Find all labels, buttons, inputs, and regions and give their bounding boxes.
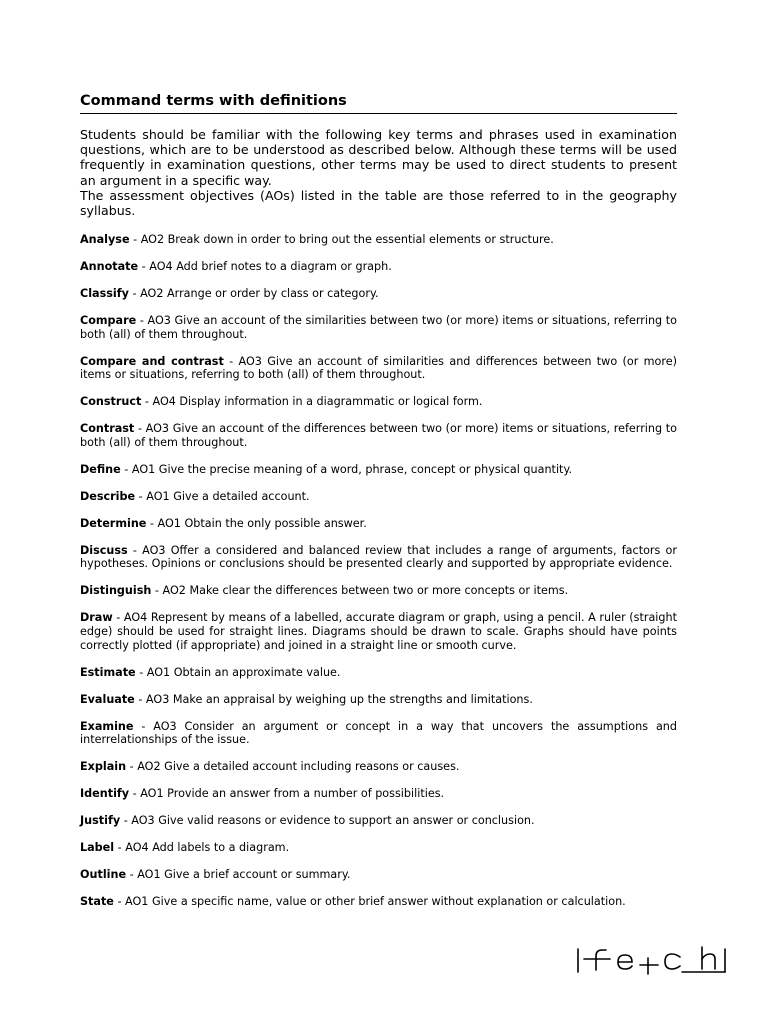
intro-paragraph: Students should be familiar with the following key terms and phrases used in examination questions, which are to be understood as described below. Although these terms will be used frequently in examination questions, other terms may be used to direct students to present an argument in a specific way.: [80, 127, 677, 188]
term-name: Explain: [80, 760, 127, 774]
term-name: Label: [80, 841, 115, 855]
term-definition: - AO2 Arrange or order by class or category.: [128, 287, 379, 301]
list-item: [80, 355, 677, 382]
term-definition: - AO3 Consider an argument or concept in a way that uncovers the assumptions and interrelationships of the issue.: [80, 719, 677, 747]
term-name: Compare and contrast: [80, 354, 224, 368]
term-name: Describe: [80, 489, 136, 503]
term-name: Analyse: [80, 233, 130, 247]
intro-section: [80, 127, 677, 218]
term-definition: - AO3 Give an account of similarities and differences between two (or more) items or situations, referring to both (all) of them throughout.: [80, 354, 678, 382]
term-name: Define: [80, 462, 121, 476]
fetch-logo-graphic: [574, 944, 728, 976]
list-item: [80, 693, 677, 707]
list-item: [80, 760, 677, 774]
term-definition: - AO3 Give an account of the similarities between two (or more) items or situations, referring to both (all) of them throughout.: [80, 314, 677, 341]
term-name: Construct: [80, 395, 142, 409]
page-title: Command terms with definitions: [80, 92, 677, 114]
list-item: [80, 233, 677, 247]
list-item: [80, 814, 677, 828]
term-definition: - AO1 Give a specific name, value or other brief answer without explanation or calculation.: [113, 895, 626, 909]
list-item: [80, 314, 677, 341]
term-definition: - AO2 Give a detailed account including reasons or causes.: [126, 760, 460, 774]
term-name: Contrast: [80, 422, 135, 436]
list-item: [80, 787, 677, 801]
term-name: Determine: [80, 516, 147, 530]
term-definition: - AO1 Give a brief account or summary.: [126, 868, 351, 882]
term-definition: - AO1 Give the precise meaning of a word, phrase, concept or physical quantity.: [120, 462, 573, 476]
list-item: [80, 544, 677, 571]
term-definition: - AO4 Add labels to a diagram.: [114, 841, 290, 855]
list-item: [80, 260, 677, 274]
term-name: State: [80, 895, 114, 909]
list-item: [80, 720, 677, 747]
term-name: Annotate: [80, 260, 139, 274]
term-name: Outline: [80, 868, 127, 882]
term-definition: - AO3 Give an account of the differences between two (or more) items or situations, referring to both (all) of them throughout.: [80, 422, 677, 449]
intro-paragraph: The assessment objectives (AOs) listed in the table are those referred to in the geography syllabus.: [80, 187, 677, 219]
term-name: Identify: [80, 787, 130, 801]
fetch-logo-icon: [574, 944, 728, 976]
term-name: Discuss: [80, 543, 128, 557]
term-name: Estimate: [80, 665, 136, 679]
list-item: [80, 517, 677, 531]
term-name: Examine: [80, 719, 134, 733]
term-definition: - AO1 Obtain the only possible answer.: [146, 516, 367, 530]
list-item: [80, 868, 677, 882]
list-item: [80, 463, 677, 477]
term-name: Compare: [80, 314, 137, 328]
term-definition: - AO1 Provide an answer from a number of possibilities.: [129, 787, 445, 801]
term-definition: - AO1 Obtain an approximate value.: [135, 665, 341, 679]
term-definition: - AO2 Break down in order to bring out the essential elements or structure.: [129, 233, 554, 247]
term-name: Justify: [80, 814, 121, 828]
list-item: [80, 422, 677, 449]
document-page: [80, 92, 677, 922]
term-definition: - AO3 Offer a considered and balanced review that includes a range of arguments, factors or hypotheses. Opinions or conclusions should be presented clearly and supported by appropriate evidence.: [80, 543, 677, 571]
list-item: [80, 841, 677, 855]
list-item: [80, 490, 677, 504]
term-definition: - AO4 Display information in a diagrammatic or logical form.: [141, 395, 483, 409]
list-item: [80, 666, 677, 680]
list-item: [80, 395, 677, 409]
term-name: Evaluate: [80, 692, 135, 706]
list-item: [80, 287, 677, 301]
term-name: Distinguish: [80, 584, 152, 598]
term-definition: - AO3 Give valid reasons or evidence to support an answer or conclusion.: [120, 814, 535, 828]
list-item: [80, 584, 677, 598]
term-definition: - AO3 Make an appraisal by weighing up the strengths and limitations.: [134, 692, 533, 706]
term-definition: - AO4 Represent by means of a labelled, accurate diagram or graph, using a pencil. A ruler (straight edge) should be used for straight lines. Diagrams should be drawn to scale. Graphs should have points correctly plotted (if appropriate) and joined in a straight line or smooth curve.: [80, 611, 677, 652]
list-item: [80, 611, 677, 652]
term-definition: - AO2 Make clear the differences between two or more concepts or items.: [151, 584, 569, 598]
terms-list: [80, 233, 677, 908]
term-definition: - AO1 Give a detailed account.: [135, 489, 310, 503]
term-name: Classify: [80, 287, 129, 301]
list-item: [80, 895, 677, 909]
term-name: Draw: [80, 611, 113, 625]
term-definition: - AO4 Add brief notes to a diagram or graph.: [138, 260, 392, 274]
